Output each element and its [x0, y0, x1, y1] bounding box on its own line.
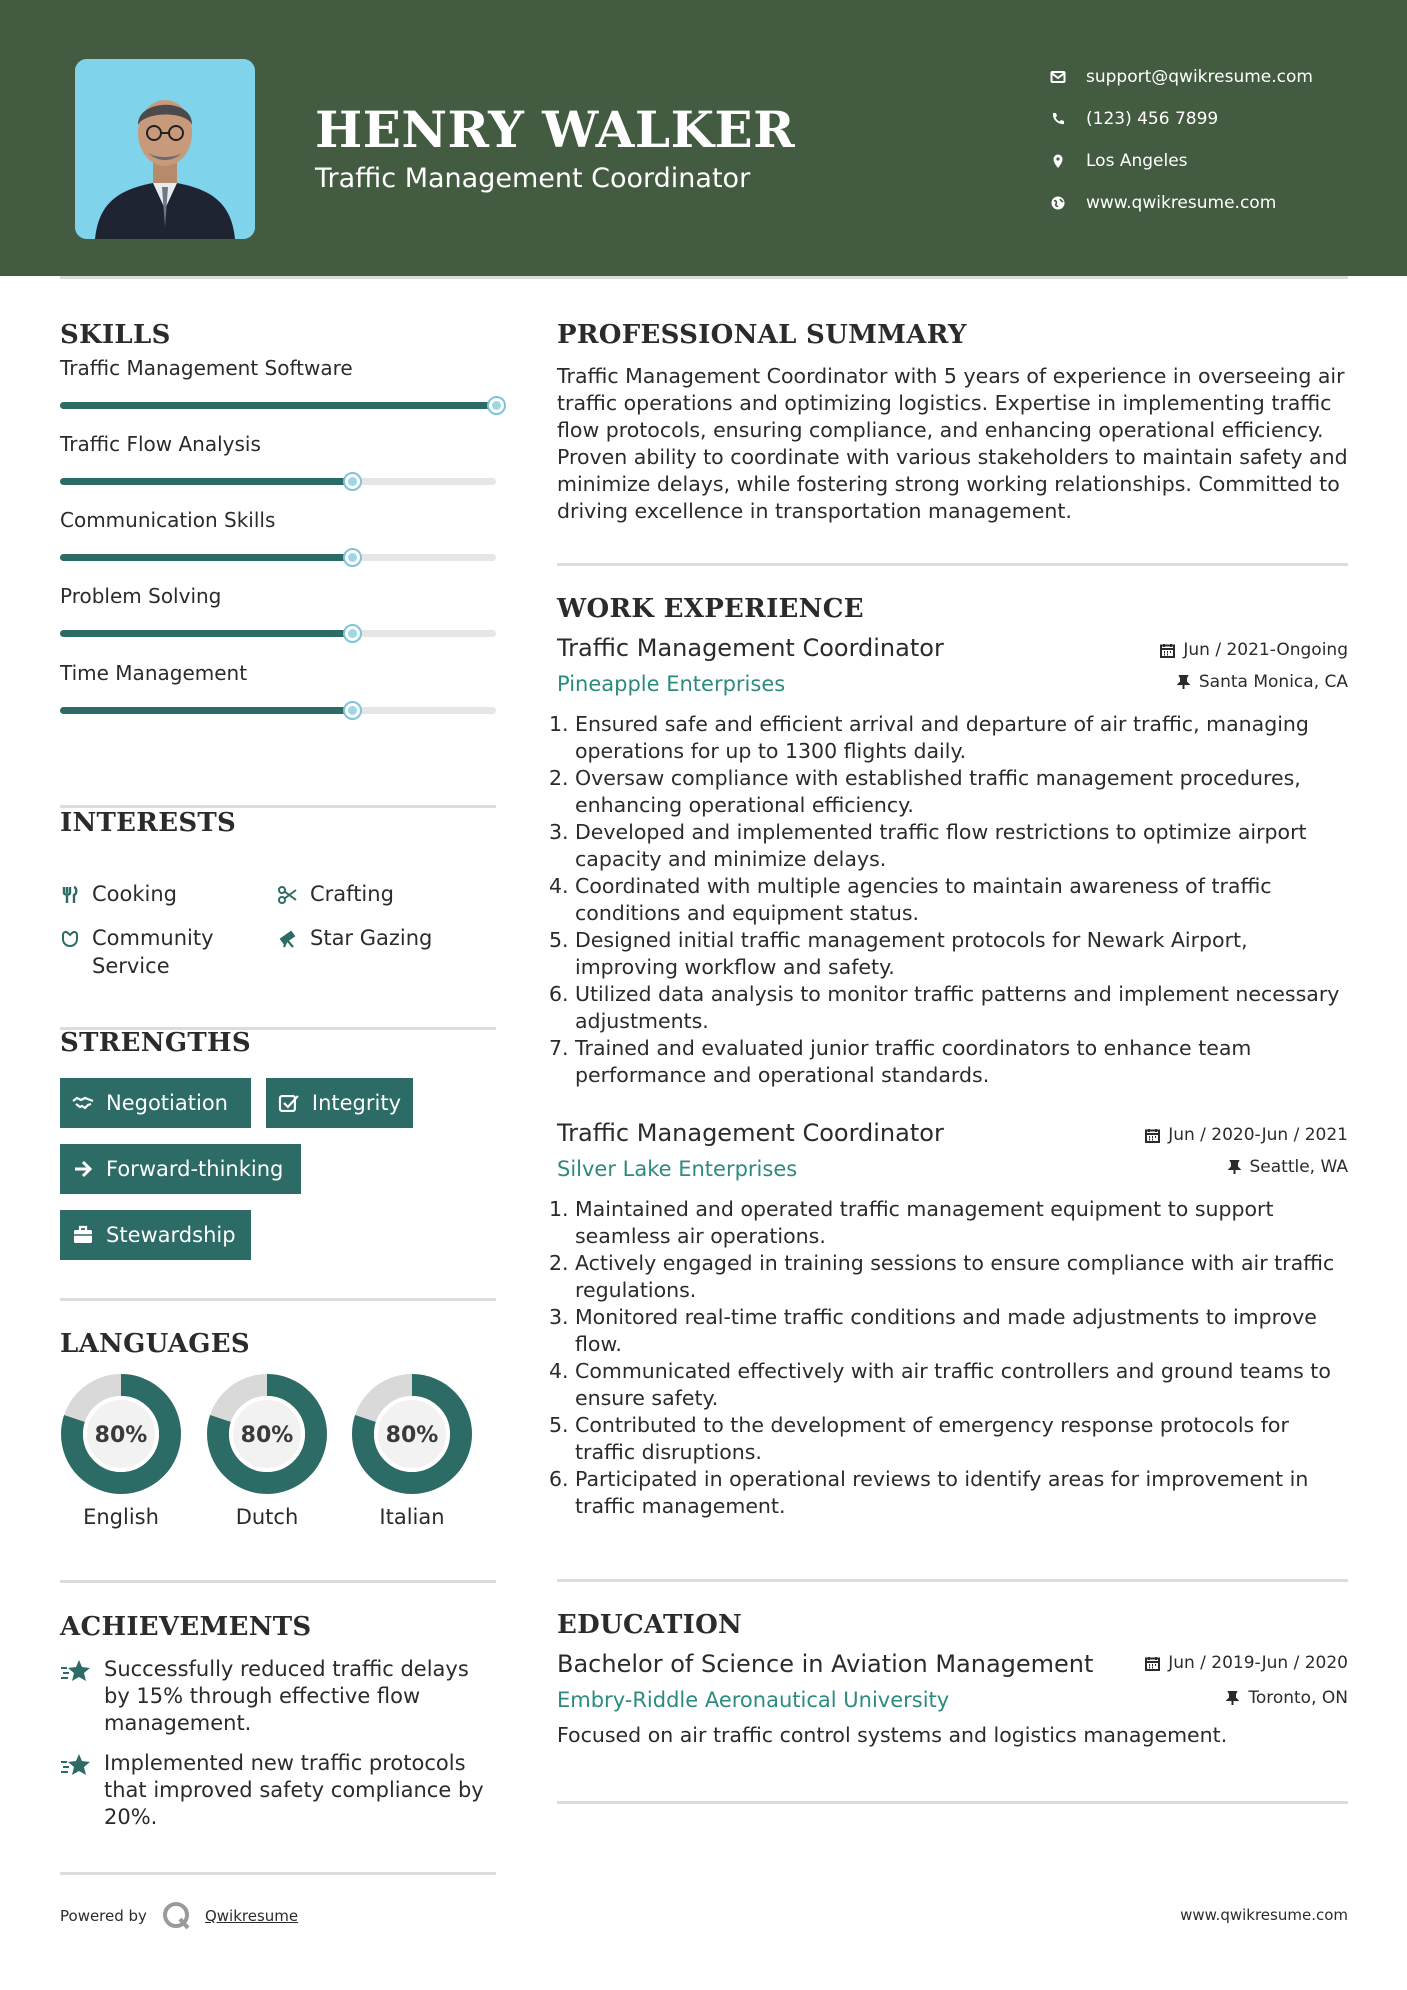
calendar-icon: [1160, 643, 1175, 658]
section-divider: [557, 563, 1348, 566]
interest-item: [278, 924, 432, 956]
briefcase-icon: [72, 1224, 94, 1246]
languages-heading: LANGUAGES: [60, 1329, 250, 1359]
powered-by: [60, 1900, 298, 1932]
education-header: [557, 1650, 1348, 1720]
achievements-section: [60, 1612, 496, 1882]
interest-item: [60, 880, 177, 912]
language-percent: 80%: [385, 1423, 439, 1448]
language-label: English: [83, 1505, 159, 1529]
education-heading: EDUCATION: [557, 1610, 743, 1640]
skill-label: Traffic Flow Analysis: [60, 432, 261, 456]
section-divider: [60, 1580, 496, 1583]
location-icon: [1050, 153, 1086, 169]
interests-list: [60, 838, 496, 978]
footer-url[interactable]: www.qwikresume.com: [1180, 1906, 1348, 1924]
powered-by-label: Powered by: [60, 1907, 147, 1925]
contact-list: [1050, 56, 1313, 224]
pin-icon: [1176, 675, 1191, 690]
duty-item: Utilized data analysis to monitor traffic patterns and implement necessary adjustments.: [575, 982, 1340, 1033]
arrow-right-icon: [72, 1158, 94, 1180]
profile-photo: [75, 59, 255, 239]
language-label: Italian: [379, 1505, 445, 1529]
contact-location: [1050, 140, 1313, 182]
duty-item: Actively engaged in training sessions to ensure compliance with air traffic regulations.: [575, 1251, 1335, 1302]
duty-item: Maintained and operated traffic management equipment to support seamless air operations.: [575, 1197, 1274, 1248]
candidate-title: Traffic Management Coordinator: [315, 163, 751, 194]
pin-icon: [1227, 1160, 1242, 1175]
language-item: [60, 1373, 182, 1529]
education-location: [1225, 1688, 1348, 1708]
skill-bar: [60, 707, 496, 714]
strength-label: Forward-thinking: [106, 1157, 284, 1181]
skill-label: Traffic Management Software: [60, 356, 353, 380]
qwikresume-logo-icon: [161, 1900, 193, 1932]
skill-item: [60, 534, 496, 610]
strength-tag: [266, 1078, 413, 1128]
skill-item: [60, 611, 496, 687]
degree-title: Bachelor of Science in Aviation Management: [557, 1650, 1094, 1678]
skill-bar-knob: [343, 701, 362, 720]
skills-list: [60, 350, 496, 764]
header-divider: [60, 276, 1348, 279]
job-location: [1227, 1157, 1349, 1177]
telescope-icon: [278, 924, 310, 956]
interest-label: Star Gazing: [310, 926, 433, 950]
skill-bar-fill: [60, 707, 352, 714]
skills-heading: SKILLS: [60, 320, 171, 350]
right-column: [557, 320, 1348, 1804]
duty-item: Trained and evaluated junior traffic coordinators to enhance team performance and operational standards.: [575, 1036, 1252, 1087]
interest-label: Cooking: [92, 882, 177, 906]
job-dates-text: Jun / 2021-Ongoing: [1183, 640, 1348, 660]
strength-tag: [60, 1078, 251, 1128]
job-duties: [557, 1196, 1348, 1520]
strength-label: Stewardship: [106, 1223, 236, 1247]
strength-label: Integrity: [311, 1091, 401, 1115]
language-label: Dutch: [235, 1505, 299, 1529]
experience-heading: WORK EXPERIENCE: [557, 594, 864, 624]
skill-item: [60, 306, 496, 382]
achievement-text: Successfully reduced traffic delays by 15% through effective flow management.: [104, 1657, 469, 1735]
interest-item: [278, 880, 394, 912]
email-icon: [1050, 69, 1086, 85]
strengths-section: [60, 1028, 496, 1303]
job-dates-text: Jun / 2020-Jun / 2021: [1168, 1125, 1348, 1145]
interest-label: Crafting: [310, 882, 394, 906]
summary-heading: PROFESSIONAL SUMMARY: [557, 320, 967, 350]
job-location-text: Santa Monica, CA: [1198, 672, 1348, 692]
duty-item: Ensured safe and efficient arrival and departure of air traffic, managing operations for up to 1300 flights daily.: [575, 712, 1309, 763]
job-header: [557, 1119, 1348, 1191]
interest-label: Community Service: [92, 926, 214, 978]
job-title: Traffic Management Coordinator: [557, 1119, 944, 1147]
education-dates: [1145, 1653, 1348, 1673]
language-percent: 80%: [94, 1423, 148, 1448]
duty-item: Oversaw compliance with established traffic management procedures, enhancing operational efficiency.: [575, 766, 1301, 817]
job-location: [1176, 672, 1348, 692]
strength-tag: [60, 1210, 251, 1260]
language-donut: [60, 1373, 182, 1495]
globe-icon: [1050, 195, 1086, 211]
calendar-icon: [1145, 1128, 1160, 1143]
phone-icon: [1050, 111, 1086, 127]
duty-item: Coordinated with multiple agencies to maintain awareness of traffic conditions and equipment status.: [575, 874, 1272, 925]
duty-item: Contributed to the development of emergency response protocols for traffic disruptions.: [575, 1413, 1289, 1464]
skill-label: Communication Skills: [60, 508, 276, 532]
contact-email[interactable]: [1050, 56, 1313, 98]
candidate-name: HENRY WALKER: [315, 100, 796, 159]
job-title: Traffic Management Coordinator: [557, 634, 944, 662]
skill-label: Time Management: [60, 661, 248, 685]
duty-item: Communicated effectively with air traffic controllers and ground teams to ensure safety.: [575, 1359, 1331, 1410]
strength-label: Negotiation: [106, 1091, 228, 1115]
education-location-text: Toronto, ON: [1248, 1688, 1348, 1708]
resume-header: [0, 0, 1407, 276]
strengths-heading: STRENGTHS: [60, 1028, 251, 1058]
job-company: Silver Lake Enterprises: [557, 1157, 798, 1181]
skill-item: [60, 458, 496, 534]
skill-label: Problem Solving: [60, 584, 222, 608]
contact-website[interactable]: [1050, 182, 1313, 224]
achievements-heading: ACHIEVEMENTS: [60, 1612, 312, 1642]
star-badge-icon: [60, 1656, 104, 1737]
contact-phone-text: (123) 456 7899: [1086, 109, 1219, 129]
brand-link[interactable]: Qwikresume: [204, 1907, 299, 1925]
language-item: [351, 1373, 473, 1529]
job-dates: [1145, 1125, 1348, 1145]
left-column: [60, 320, 496, 764]
pin-icon: [1225, 1691, 1240, 1706]
achievement-item: [60, 1656, 496, 1737]
utensils-icon: [60, 880, 92, 912]
languages-section: [60, 1329, 496, 1589]
achievement-item: [60, 1750, 496, 1831]
handshake-icon: [72, 1092, 94, 1114]
strength-tag: [60, 1144, 301, 1194]
section-divider: [557, 1579, 1348, 1582]
contact-location-text: Los Angeles: [1086, 151, 1188, 171]
job-duties: [557, 711, 1348, 1089]
language-donut: [206, 1373, 328, 1495]
language-percent: 80%: [240, 1423, 294, 1448]
interests-heading: INTERESTS: [60, 808, 237, 838]
duty-item: Developed and implemented traffic flow restrictions to optimize airport capacity and minimize delays.: [575, 820, 1307, 871]
check-square-icon: [278, 1092, 300, 1114]
job-company: Pineapple Enterprises: [557, 672, 786, 696]
duty-item: Monitored real-time traffic conditions and made adjustments to improve flow.: [575, 1305, 1317, 1356]
interests-section: [60, 808, 496, 1030]
calendar-icon: [1145, 1656, 1160, 1671]
interest-item: [60, 924, 260, 980]
language-item: [206, 1373, 328, 1529]
heart-hand-icon: [60, 924, 92, 980]
contact-email-text: support@qwikresume.com: [1086, 67, 1313, 87]
section-divider: [60, 1872, 496, 1875]
scissors-icon: [278, 880, 310, 912]
job-location-text: Seattle, WA: [1249, 1157, 1348, 1177]
job-header: [557, 634, 1348, 706]
duty-item: Participated in operational reviews to identify areas for improvement in traffic management.: [575, 1467, 1309, 1518]
achievement-text: Implemented new traffic protocols that improved safety compliance by 20%.: [104, 1751, 484, 1829]
skill-item: [60, 382, 496, 458]
duty-item: Designed initial traffic management protocols for Newark Airport, improving workflow and safety.: [575, 928, 1248, 979]
star-badge-icon: [60, 1750, 104, 1831]
education-description: Focused on air traffic control systems and logistics management.: [557, 1723, 1228, 1747]
contact-website-text: www.qwikresume.com: [1086, 193, 1277, 213]
job-dates: [1160, 640, 1348, 660]
contact-phone[interactable]: [1050, 98, 1313, 140]
education-dates-text: Jun / 2019-Jun / 2020: [1168, 1653, 1348, 1673]
language-donut: [351, 1373, 473, 1495]
school-name: Embry-Riddle Aeronautical University: [557, 1688, 950, 1712]
section-divider: [60, 1298, 496, 1301]
summary-text: Traffic Management Coordinator with 5 years of experience in overseeing air traffic operations and optimizing logistics. Expertise in implementing traffic flow protocols, ensuring compliance, and enhancing operational efficiency. Proven ability to coordinate with various stakeholders to maintain safety and minimize delays, while fostering strong working relationships. Committed to driving excellence in transportation management.: [557, 364, 1348, 523]
section-divider: [557, 1801, 1348, 1804]
